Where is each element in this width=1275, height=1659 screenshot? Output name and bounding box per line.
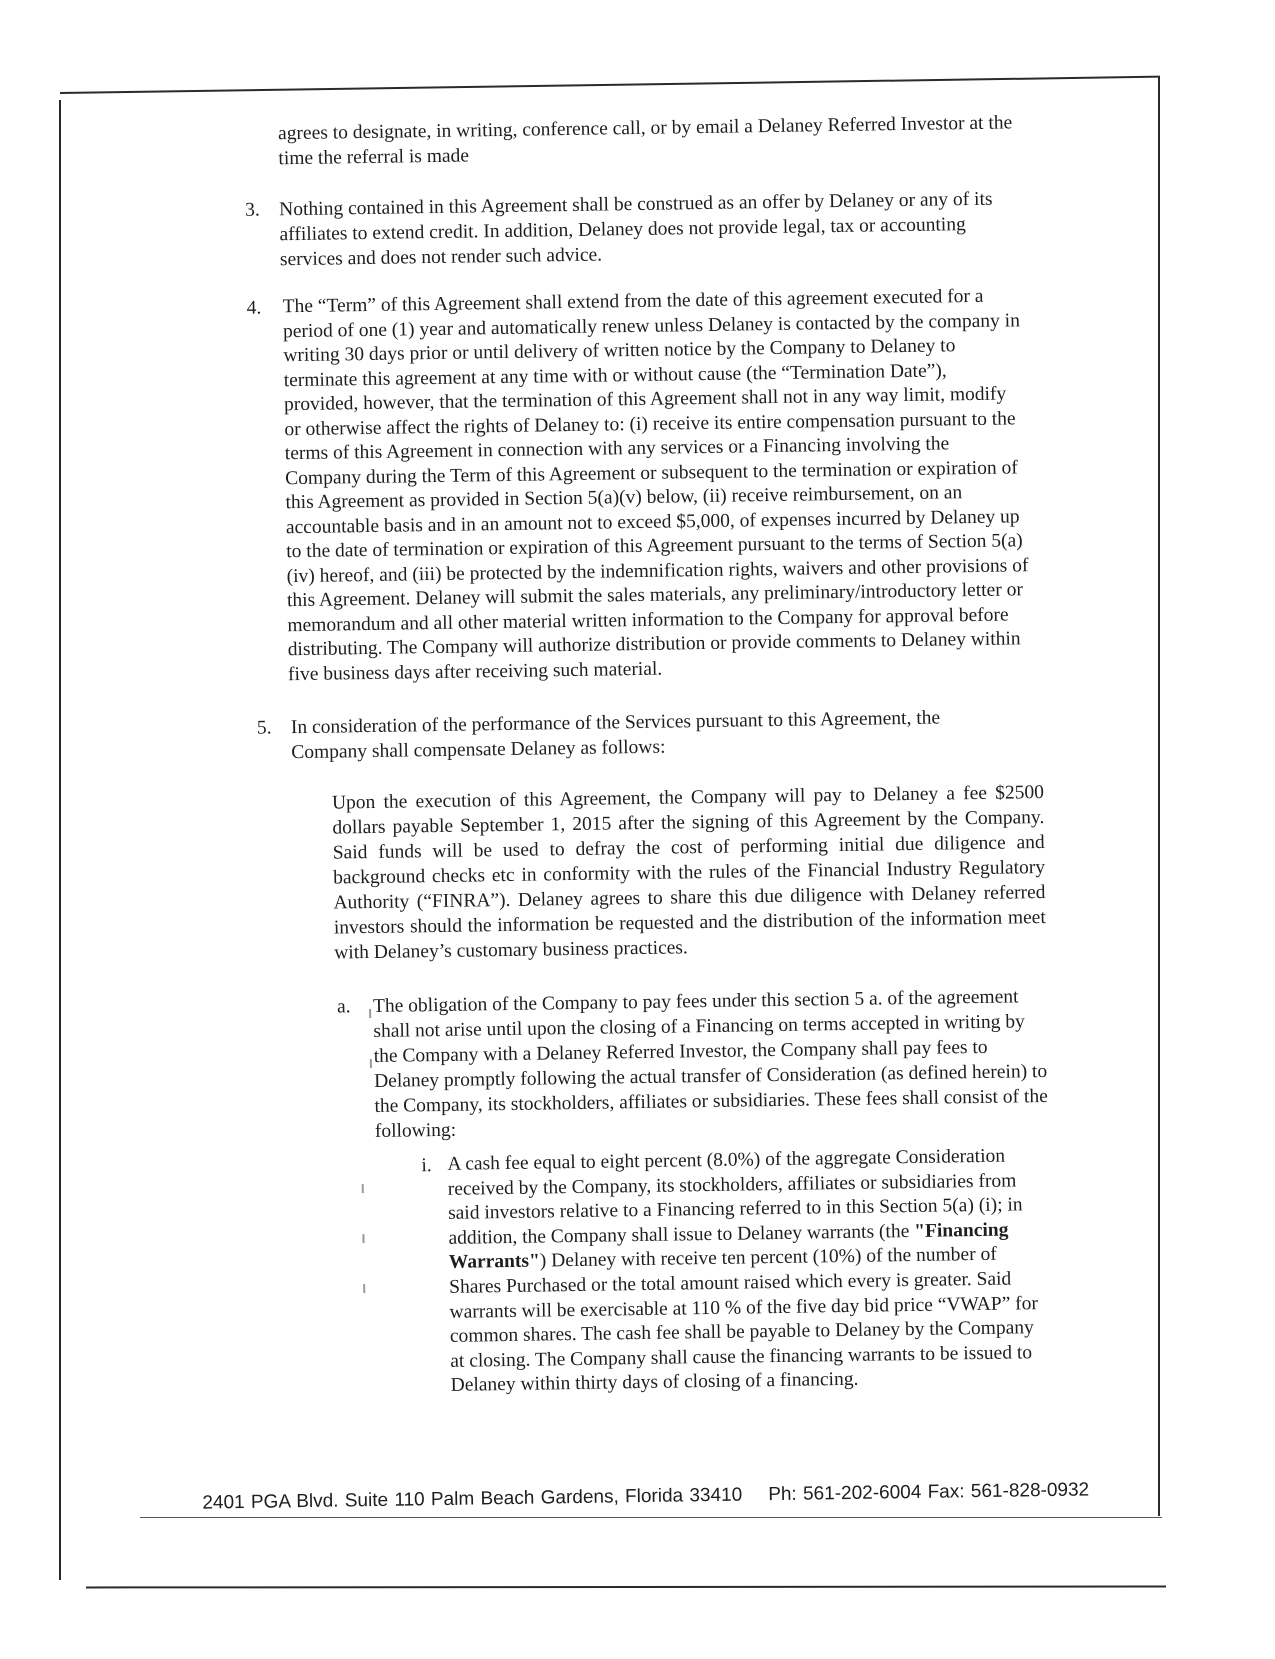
scan-mark — [370, 1059, 372, 1068]
clause-4-text: The “Term” of this Agreement shall extend from the date of this agreement executed for a period of one (1) year and automatically renew unless Delaney is contacted by the company in writing 30 days prior or until delivery of written notice by the Company to Delaney to terminate this agreement at any time with or without cause (the “Termination Date”), provided, however, that the termination of this Agreement shall not in any way limit, modify or otherwise affect the rights of Delaney to: (i) receive its entire compensation pursuant to the terms of this Agreement in connection with any services or a Financing involving the Company during the Term of this Agreement or subsequent to the termination or expiration of this Agreement as provided in Section 5(a)(v) below, (ii) receive reimbursement, on an accountable basis and in an amount not to exceed $5,000, of expenses incurred by Delaney up to the date of termination or expiration of this Agreement pursuant to the terms of Section 5(a)(iv) hereof, and (iii) be protected by the indemnification rights, waivers and other provisions of this Agreement. Delaney will submit the sales materials, any preliminary/introductory letter or memorandum and all other material written information to the Company for approval before distributing. The Company will authorize distribution or provide comments to Delaney within five business days after receiving such material. — [282, 285, 1029, 685]
scan-mark — [362, 1184, 364, 1193]
financing-warrants-term: "Financing Warrants" — [448, 1219, 1009, 1274]
sub-clause-a-label: a. — [336, 996, 351, 1018]
footer-address: 2401 PGA Blvd. Suite 110 Palm Beach Gardens, Florida 33410 — [202, 1484, 743, 1514]
execution-fee-paragraph: Upon the execution of this Agreement, the Company will pay to Delaney a fee $2500 dollars payable September 1, 2015 after the signing of this Agreement by the Company. Said funds will be used to defray the cost of performing initial due diligence and background checks etc in conformity with the rules of the Financial Industry Regulatory Authority (“FINRA”). Delaney agrees to share this due diligence with Delaney referred investors should the information be requested and the distribution of the information meet with Delaney’s customary business practices. — [331, 782, 1046, 964]
sub-clause-i-label: i. — [421, 1155, 432, 1177]
clause-5-number: 5. — [256, 717, 272, 739]
clause-3-text: Nothing contained in this Agreement shall be construed as an offer by Delaney or any of its affiliates to extend credit. In addition, Delaney does not provide legal, tax or accounting services and does not render such advice. — [279, 188, 993, 271]
clause-5-text: In consideration of the performance of the Services pursuant to this Agreement, the Company shall compensate Delaney as follows: — [290, 707, 941, 764]
footer-phone-fax: Ph: 561-202-6004 Fax: 561-828-0932 — [768, 1479, 1090, 1506]
page-footer — [202, 1479, 1089, 1514]
scan-mark — [369, 1009, 371, 1018]
sub-clause-i-text — [447, 1144, 1053, 1399]
scan-mark — [363, 1284, 365, 1293]
scan-mark — [362, 1234, 364, 1243]
sub-clause-i-text-after: ) Delaney with receive ten percent (10%) of the number of Shares Purchased or the total amount raised which every is greater. Said warrants will be exercisable at 110 % of the five day bid price “VWAP” for common shares. The cash fee shall be payable to Delaney by the Company at closing. The Company shall cause the financing warrants to be issued to Delaney within thirty days of closing of a financing. — [449, 1244, 1039, 1397]
clause-3-number: 3. — [245, 199, 260, 221]
intro-paragraph: agrees to designate, in writing, conference call, or by email a Delaney Referred Investor at the time the referral is made — [277, 112, 1013, 170]
sub-clause-a-text: The obligation of the Company to pay fees under this section 5 a. of the agreement shall not arise until upon the closing of a Financing on terms accepted in writing by the Company with a Delaney Referred Investor, the Company shall pay fees to Delaney promptly following the actual transfer of Consideration (as defined herein) to the Company, its stockholders, affiliates or subsidiaries. These fees shall consist of the following: — [372, 986, 1048, 1142]
clause-4-number: 4. — [246, 297, 262, 319]
sub-clause-i-text-before: A cash fee equal to eight percent (8.0%) of the aggregate Consideration received by the Company, its stockholders, affiliates or subsidiaries from said investors relative to a Financing referred to in this Section 5(a) (i); in addition, the Company shall issue to Delaney warrants (the — [447, 1145, 1023, 1249]
